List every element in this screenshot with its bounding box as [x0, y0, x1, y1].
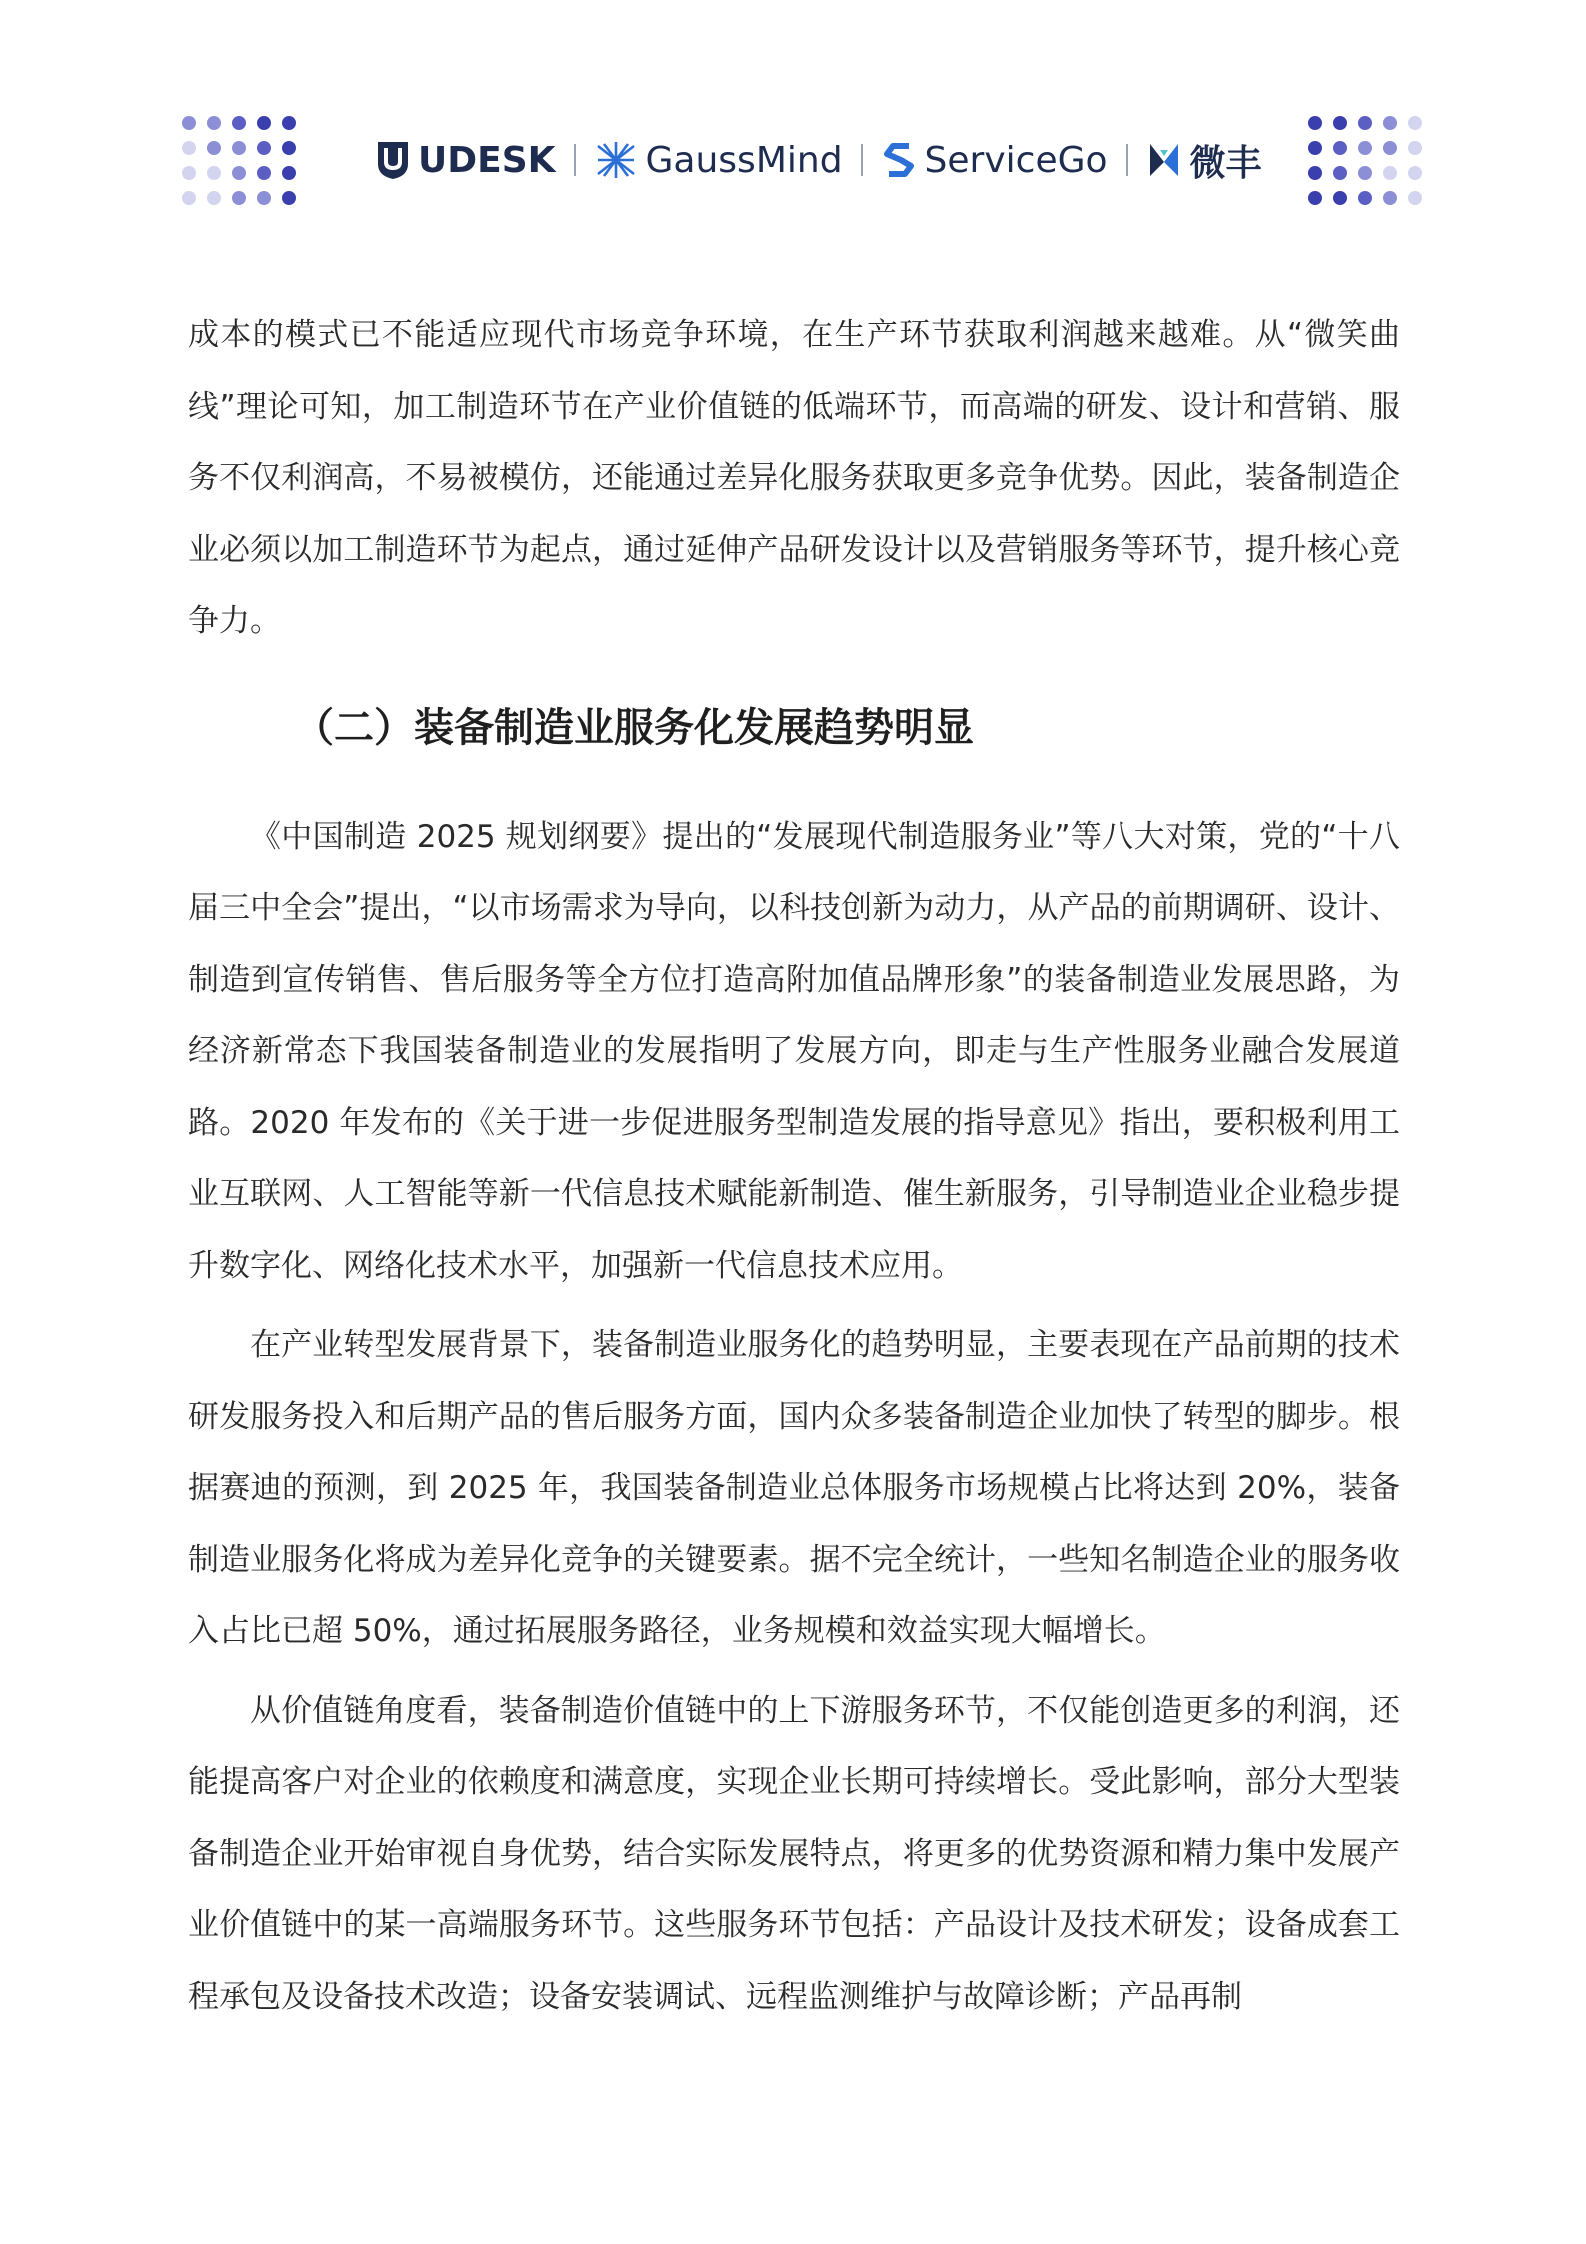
decorative-dot-grid-left [182, 116, 321, 205]
partner-logo-bar [376, 130, 1262, 190]
paragraph-trend: 在产业转型发展背景下，装备制造业服务化的趋势明显，主要表现在产品前期的技术研发服务投入和后期产品的售后服务方面，国内众多装备制造企业加快了转型的脚步。根据赛迪的预测，到 2025 年，我国装备制造业总体服务市场规模占比将达到 20%，装备制造业服务化将成为差异化竞争的关键要素。据不完全统计，一些知名制造企业的服务收入占比已超 50%，通过拓展服务路径，业务规模和效益实现大幅增长。 [188, 1327, 1400, 1649]
weifeng-mark-icon [1146, 140, 1182, 180]
page-header [0, 0, 1586, 260]
gaussmind-mesh-icon [594, 140, 638, 180]
decorative-dot-grid-right [1308, 116, 1447, 205]
logo-divider [574, 144, 576, 176]
servicego-s-icon [881, 140, 917, 180]
document-body [188, 300, 1400, 2033]
paragraph-value-chain: 从价值链角度看，装备制造价值链中的上下游服务环节，不仅能创造更多的利润，还能提高客户对企业的依赖度和满意度，实现企业长期可持续增长。受此影响，部分大型装备制造企业开始审视自身优势，结合实际发展特点，将更多的优势资源和精力集中发展产业价值链中的某一高端服务环节。这些服务环节包括：产品设计及技术研发；设备成套工程承包及设备技术改造；设备安装调试、远程监测维护与故障诊断；产品再制 [188, 1692, 1400, 2015]
servicego-logo-text: ServiceGo [924, 139, 1108, 181]
servicego-logo [881, 140, 1108, 181]
weifeng-logo [1146, 135, 1262, 186]
udesk-logo-text: UDESK [418, 139, 556, 181]
paragraph-continued: 成本的模式已不能适应现代市场竞争环境，在生产环节获取利润越来越难。从“微笑曲线”理论可知，加工制造环节在产业价值链的低端环节，而高端的研发、设计和营销、服务不仅利润高，不易被模仿，还能通过差异化服务获取更多竞争优势。因此，装备制造企业必须以加工制造环节为起点，通过延伸产品研发设计以及营销服务等环节，提升核心竞争力。 [188, 317, 1400, 639]
section-heading: （二）装备制造业服务化发展趋势明显 [294, 704, 974, 751]
logo-divider [861, 144, 863, 176]
weifeng-logo-text: 微丰 [1189, 142, 1262, 184]
udesk-shield-icon [376, 140, 410, 180]
paragraph-policy: 《中国制造 2025 规划纲要》提出的“发展现代制造服务业”等八大对策，党的“十八届三中全会”提出，“以市场需求为导向，以科技创新为动力，从产品的前期调研、设计、制造到宣传销售、售后服务等全方位打造高附加值品牌形象”的装备制造业发展思路，为经济新常态下我国装备制造业的发展指明了发展方向，即走与生产性服务业融合发展道路。2020 年发布的《关于进一步促进服务型制造发展的指导意见》指出，要积极利用工业互联网、人工智能等新一代信息技术赋能新制造、催生新服务，引导制造业企业稳步提升数字化、网络化技术水平，加强新一代信息技术应用。 [188, 818, 1400, 1284]
gaussmind-logo-text: GaussMind [645, 139, 843, 181]
logo-divider [1126, 144, 1128, 176]
gaussmind-logo [594, 140, 843, 181]
udesk-logo [376, 140, 556, 181]
